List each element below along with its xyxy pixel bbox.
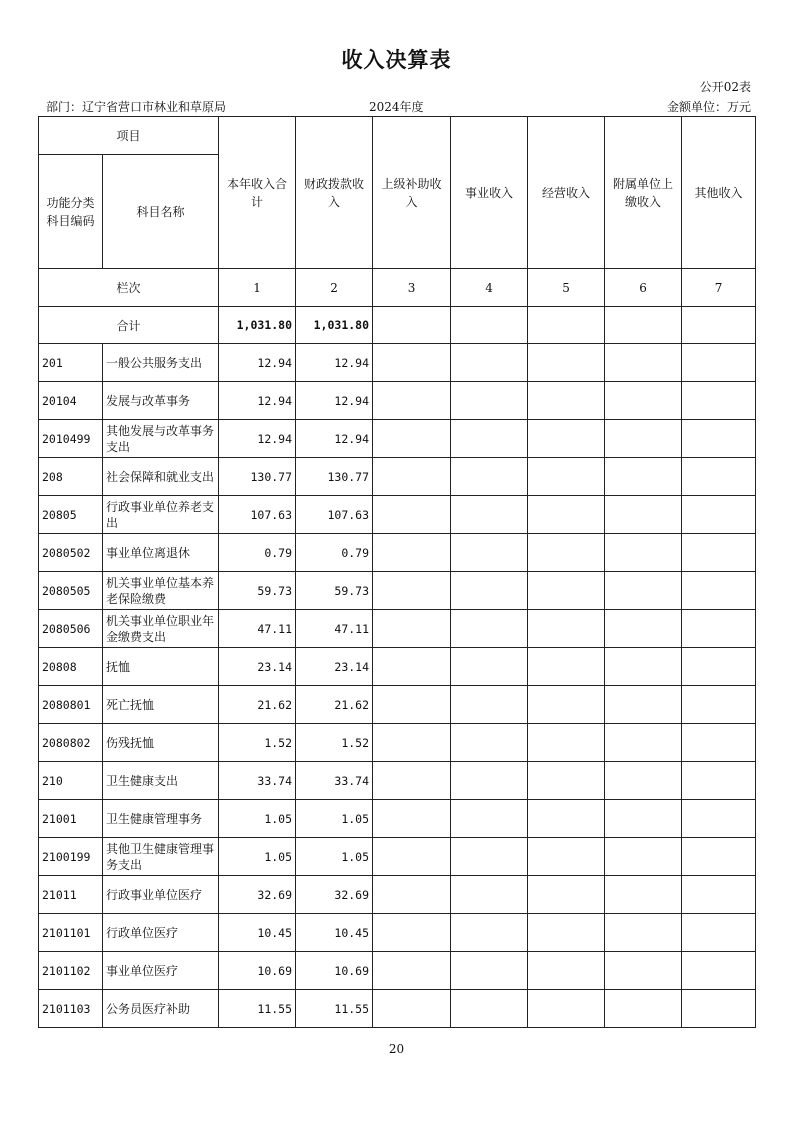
table-row [39,496,756,534]
unit-label: 金额单位：万元 [666,100,751,114]
row-code: 20808 [39,648,103,686]
table-row [39,990,756,1028]
row-operating-income [528,724,605,762]
table-row [39,876,756,914]
table-row [39,762,756,800]
row-name: 发展与改革事务 [103,382,219,420]
row-superior-subsidy [373,420,451,458]
row-name: 一般公共服务支出 [103,344,219,382]
total-value-3 [373,307,451,344]
row-name: 其他发展与改革事务支出 [103,420,219,458]
index-7: 7 [682,269,756,307]
row-business-income [451,534,528,572]
table-row [39,838,756,876]
row-operating-income [528,496,605,534]
row-superior-subsidy [373,952,451,990]
row-business-income [451,724,528,762]
row-fiscal-income: 21.62 [296,686,373,724]
row-name: 死亡抚恤 [103,686,219,724]
row-operating-income [528,876,605,914]
row-name: 事业单位离退休 [103,534,219,572]
index-1: 1 [219,269,296,307]
index-row [39,269,756,307]
row-code: 2080801 [39,686,103,724]
table-row [39,610,756,648]
row-total-income: 1.05 [219,800,296,838]
row-fiscal-income: 32.69 [296,876,373,914]
row-business-income [451,382,528,420]
row-superior-subsidy [373,648,451,686]
page-number: 20 [388,1042,405,1056]
row-business-income [451,420,528,458]
row-total-income: 11.55 [219,990,296,1028]
table-row [39,420,756,458]
row-superior-subsidy [373,496,451,534]
row-other-income [682,344,756,382]
row-operating-income [528,420,605,458]
total-value-2: 1,031.80 [296,307,373,344]
department-label: 部门：辽宁省营口市林业和草原局 [46,100,227,114]
total-row [39,307,756,344]
table-row [39,914,756,952]
row-other-income [682,534,756,572]
row-affiliated-income [605,990,682,1028]
table-row [39,382,756,420]
row-total-income: 10.69 [219,952,296,990]
row-business-income [451,838,528,876]
row-fiscal-income: 12.94 [296,382,373,420]
row-other-income [682,610,756,648]
row-name: 机关事业单位基本养老保险缴费 [103,572,219,610]
row-code: 208 [39,458,103,496]
total-value-6 [605,307,682,344]
row-superior-subsidy [373,914,451,952]
row-business-income [451,572,528,610]
index-6: 6 [605,269,682,307]
func-code-header: 功能分类科目编码 [39,155,103,269]
row-business-income [451,952,528,990]
row-fiscal-income: 12.94 [296,420,373,458]
row-name: 伤残抚恤 [103,724,219,762]
row-total-income: 33.74 [219,762,296,800]
row-total-income: 59.73 [219,572,296,610]
row-operating-income [528,914,605,952]
row-code: 210 [39,762,103,800]
row-other-income [682,876,756,914]
row-superior-subsidy [373,686,451,724]
row-total-income: 107.63 [219,496,296,534]
item-header: 项目 [39,117,219,155]
row-business-income [451,610,528,648]
row-superior-subsidy [373,838,451,876]
row-name: 其他卫生健康管理事务支出 [103,838,219,876]
row-fiscal-income: 1.52 [296,724,373,762]
row-other-income [682,458,756,496]
row-affiliated-income [605,876,682,914]
form-number: 公开02表 [699,80,751,94]
row-operating-income [528,952,605,990]
index-2: 2 [296,269,373,307]
row-total-income: 32.69 [219,876,296,914]
row-other-income [682,686,756,724]
row-business-income [451,686,528,724]
row-affiliated-income [605,496,682,534]
row-operating-income [528,838,605,876]
row-total-income: 1.52 [219,724,296,762]
table-row [39,800,756,838]
total-label: 合计 [39,307,219,344]
row-business-income [451,648,528,686]
table-row [39,458,756,496]
row-name: 机关事业单位职业年金缴费支出 [103,610,219,648]
total-value-1: 1,031.80 [219,307,296,344]
row-fiscal-income: 10.69 [296,952,373,990]
row-other-income [682,648,756,686]
row-affiliated-income [605,534,682,572]
col-header-6: 附属单位上缴收入 [605,117,682,269]
row-affiliated-income [605,572,682,610]
table-row [39,534,756,572]
row-total-income: 10.45 [219,914,296,952]
col-header-2: 财政拨款收入 [296,117,373,269]
row-code: 2101103 [39,990,103,1028]
row-superior-subsidy [373,344,451,382]
row-total-income: 47.11 [219,610,296,648]
row-operating-income [528,990,605,1028]
row-superior-subsidy [373,800,451,838]
table-row [39,572,756,610]
row-fiscal-income: 1.05 [296,838,373,876]
col-header-4: 事业收入 [451,117,528,269]
row-superior-subsidy [373,724,451,762]
row-affiliated-income [605,952,682,990]
row-name: 抚恤 [103,648,219,686]
row-business-income [451,762,528,800]
row-affiliated-income [605,686,682,724]
row-code: 20104 [39,382,103,420]
row-fiscal-income: 12.94 [296,344,373,382]
row-other-income [682,572,756,610]
row-total-income: 21.62 [219,686,296,724]
row-fiscal-income: 47.11 [296,610,373,648]
row-total-income: 12.94 [219,344,296,382]
row-code: 2080502 [39,534,103,572]
row-name: 卫生健康管理事务 [103,800,219,838]
row-code: 2080505 [39,572,103,610]
row-affiliated-income [605,914,682,952]
row-business-income [451,496,528,534]
row-superior-subsidy [373,382,451,420]
row-business-income [451,800,528,838]
table-row [39,686,756,724]
row-operating-income [528,458,605,496]
row-total-income: 12.94 [219,382,296,420]
row-fiscal-income: 23.14 [296,648,373,686]
row-operating-income [528,572,605,610]
col-header-1: 本年收入合计 [219,117,296,269]
row-superior-subsidy [373,990,451,1028]
row-operating-income [528,762,605,800]
table-row [39,648,756,686]
row-business-income [451,990,528,1028]
col-header-5: 经营收入 [528,117,605,269]
row-name: 事业单位医疗 [103,952,219,990]
row-affiliated-income [605,724,682,762]
row-affiliated-income [605,838,682,876]
row-other-income [682,952,756,990]
row-superior-subsidy [373,534,451,572]
year-label: 2024年度 [369,100,424,114]
row-operating-income [528,800,605,838]
index-5: 5 [528,269,605,307]
table-row [39,724,756,762]
row-fiscal-income: 130.77 [296,458,373,496]
row-affiliated-income [605,382,682,420]
row-operating-income [528,534,605,572]
row-name: 行政事业单位医疗 [103,876,219,914]
row-fiscal-income: 59.73 [296,572,373,610]
row-superior-subsidy [373,572,451,610]
row-business-income [451,344,528,382]
row-code: 2080506 [39,610,103,648]
row-name: 社会保障和就业支出 [103,458,219,496]
subject-name-header: 科目名称 [103,155,219,269]
row-code: 20805 [39,496,103,534]
total-value-7 [682,307,756,344]
row-code: 21001 [39,800,103,838]
row-code: 21011 [39,876,103,914]
row-affiliated-income [605,610,682,648]
row-superior-subsidy [373,610,451,648]
row-other-income [682,914,756,952]
row-total-income: 130.77 [219,458,296,496]
row-operating-income [528,344,605,382]
total-value-5 [528,307,605,344]
page-title: 收入决算表 [341,47,452,72]
row-name: 行政事业单位养老支出 [103,496,219,534]
row-fiscal-income: 33.74 [296,762,373,800]
row-affiliated-income [605,762,682,800]
row-code: 2100199 [39,838,103,876]
row-other-income [682,990,756,1028]
row-affiliated-income [605,800,682,838]
row-operating-income [528,610,605,648]
row-fiscal-income: 11.55 [296,990,373,1028]
row-code: 201 [39,344,103,382]
row-business-income [451,914,528,952]
row-affiliated-income [605,420,682,458]
row-total-income: 12.94 [219,420,296,458]
index-4: 4 [451,269,528,307]
col-header-3: 上级补助收入 [373,117,451,269]
row-code: 2101101 [39,914,103,952]
row-operating-income [528,686,605,724]
row-other-income [682,724,756,762]
row-operating-income [528,648,605,686]
row-superior-subsidy [373,876,451,914]
row-code: 2080802 [39,724,103,762]
row-name: 卫生健康支出 [103,762,219,800]
row-other-income [682,800,756,838]
row-affiliated-income [605,648,682,686]
row-other-income [682,420,756,458]
col-header-7: 其他收入 [682,117,756,269]
row-superior-subsidy [373,458,451,496]
income-table [38,116,756,1028]
row-total-income: 1.05 [219,838,296,876]
row-other-income [682,762,756,800]
index-label: 栏次 [39,269,219,307]
row-superior-subsidy [373,762,451,800]
index-3: 3 [373,269,451,307]
row-name: 行政单位医疗 [103,914,219,952]
row-other-income [682,496,756,534]
table-row [39,952,756,990]
table-row [39,344,756,382]
row-fiscal-income: 0.79 [296,534,373,572]
row-code: 2010499 [39,420,103,458]
row-code: 2101102 [39,952,103,990]
row-business-income [451,876,528,914]
row-name: 公务员医疗补助 [103,990,219,1028]
row-total-income: 23.14 [219,648,296,686]
row-business-income [451,458,528,496]
total-value-4 [451,307,528,344]
row-fiscal-income: 10.45 [296,914,373,952]
row-total-income: 0.79 [219,534,296,572]
row-operating-income [528,382,605,420]
row-affiliated-income [605,458,682,496]
header-row-item [39,117,756,155]
row-other-income [682,838,756,876]
row-other-income [682,382,756,420]
row-fiscal-income: 1.05 [296,800,373,838]
row-fiscal-income: 107.63 [296,496,373,534]
row-affiliated-income [605,344,682,382]
